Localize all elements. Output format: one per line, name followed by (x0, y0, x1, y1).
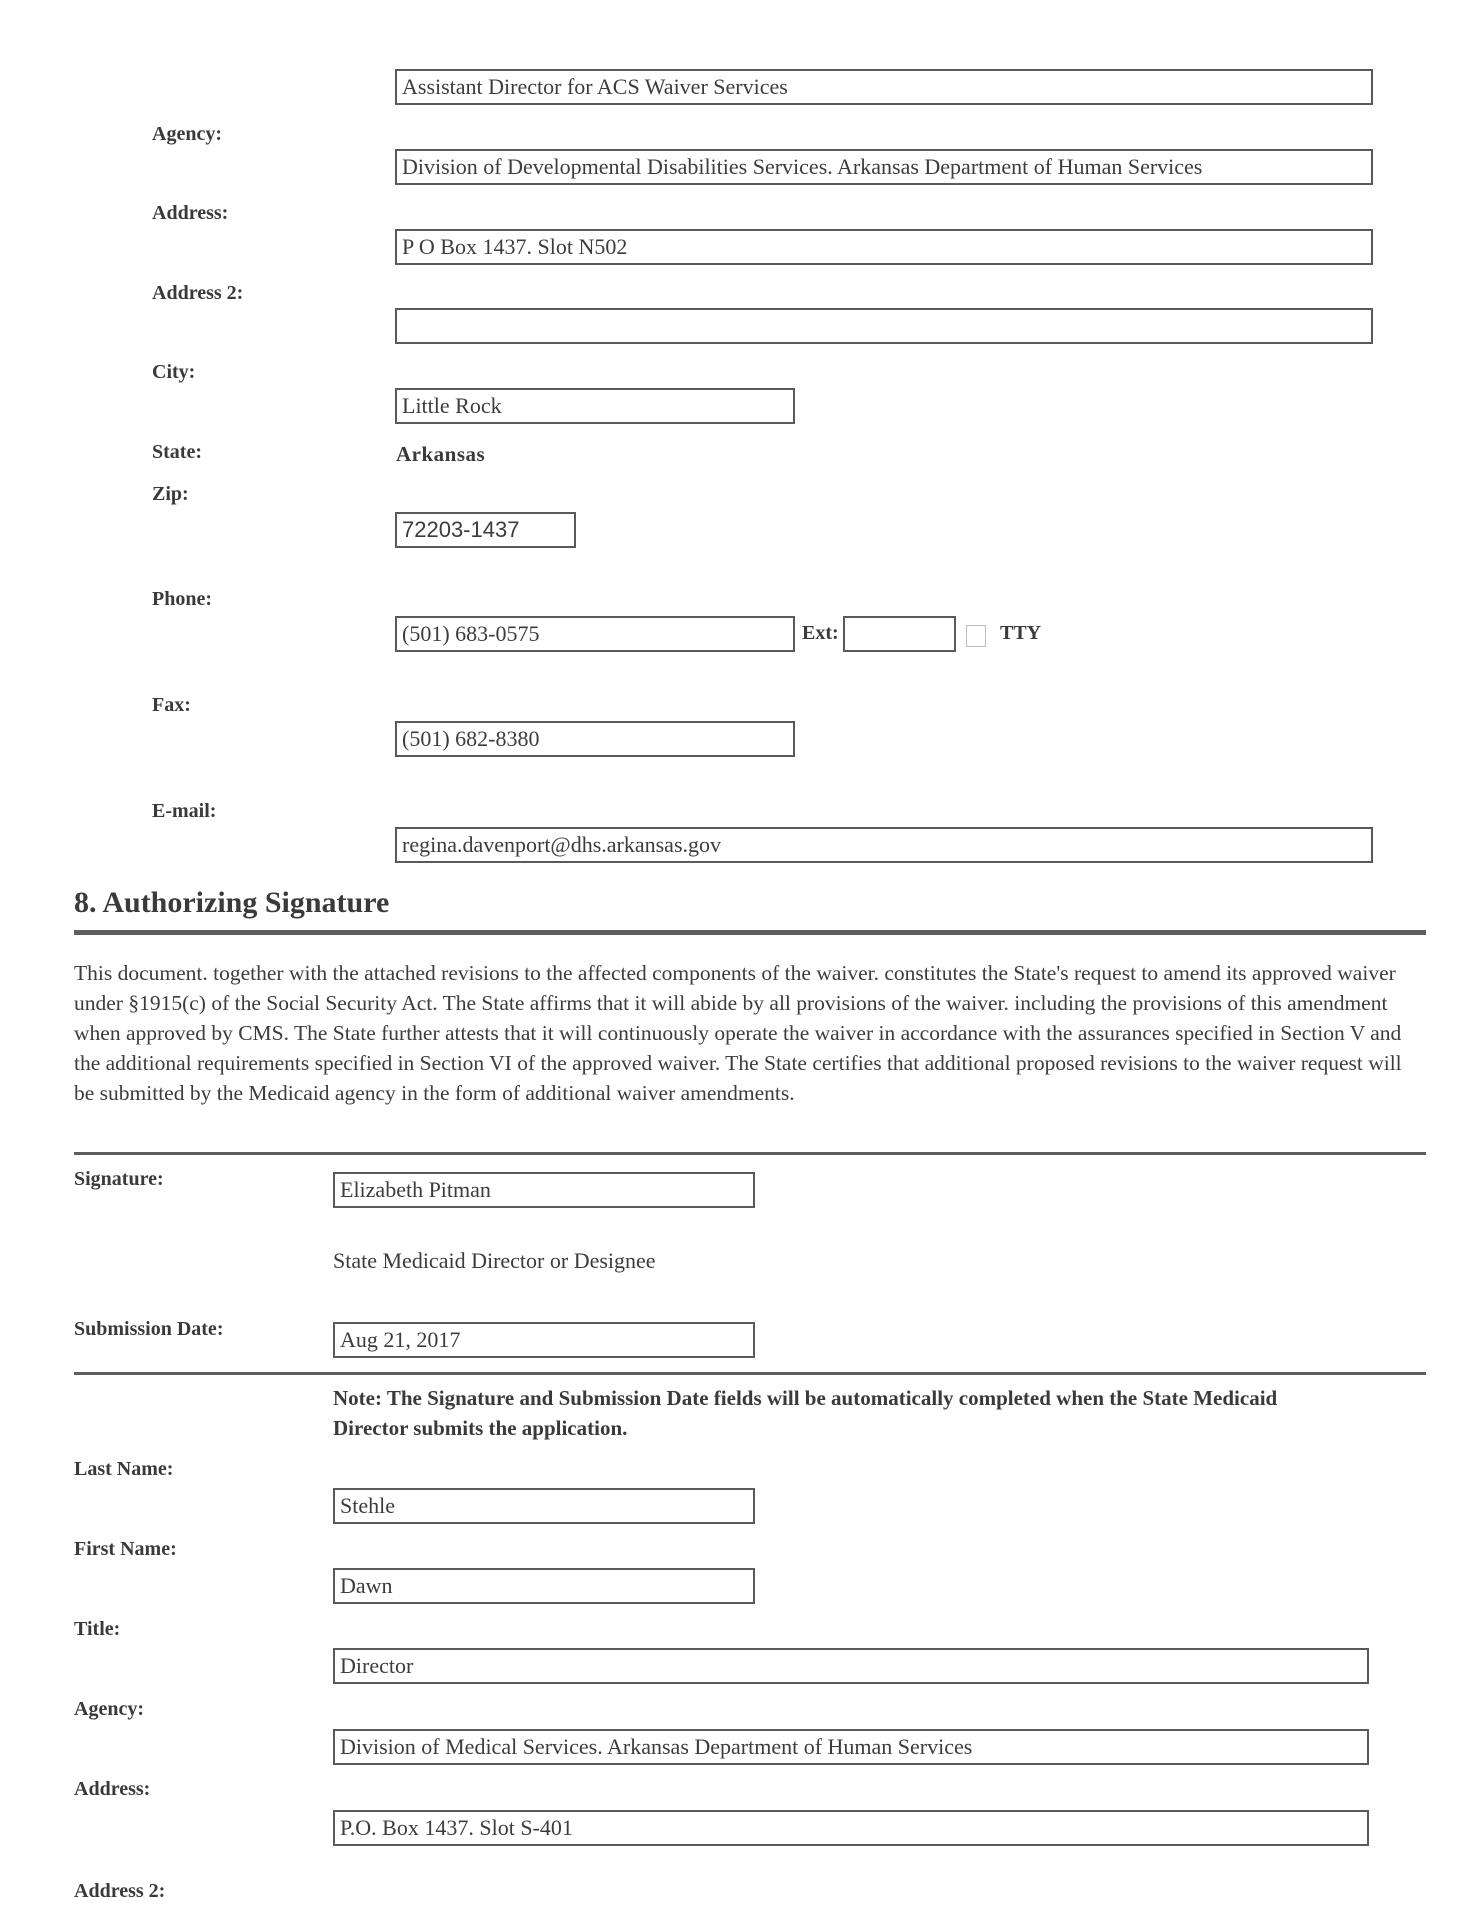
address-field[interactable]: P O Box 1437. Slot N502 (395, 229, 1373, 265)
address2-label: Address 2: (152, 282, 244, 304)
city-label: City: (152, 361, 196, 383)
ext-field[interactable] (843, 616, 956, 652)
agency-field-bottom[interactable]: Division of Medical Services. Arkansas Department of Human Services (333, 1729, 1369, 1765)
divider (74, 1152, 1426, 1155)
fax-field[interactable]: (501) 682-8380 (395, 721, 795, 757)
address-label-bottom: Address: (74, 1778, 151, 1800)
city-field[interactable]: Little Rock (395, 388, 795, 424)
authorization-paragraph: This document. together with the attached revisions to the affected components of the waiver. constitutes the State's request to amend its approved waiver under §1915(c) of the Social Security Act. The State affirms that it will abide by all provisions of the waiver. including the provisions of this amendment when approved by CMS. The State further attests that it will continuously operate the waiver in accordance with the assurances specified in Section V and the additional requirements specified in Section VI of the approved waiver. The State certifies that additional proposed revisions to the waiver request will be submitted by the Medicaid agency in the form of additional waiver amendments. (74, 961, 1402, 1105)
state-label: State: (152, 441, 202, 463)
first-name-label: First Name: (74, 1538, 177, 1560)
divider (74, 1372, 1426, 1375)
last-name-label: Last Name: (74, 1458, 174, 1480)
state-value: Arkansas (396, 442, 486, 466)
title-field[interactable]: Assistant Director for ACS Waiver Services (395, 69, 1373, 105)
signature-field[interactable]: Elizabeth Pitman (333, 1172, 755, 1208)
zip-field[interactable]: 72203-1437 (395, 512, 576, 548)
signature-caption: State Medicaid Director or Designee (333, 1248, 656, 1273)
signature-label: Signature: (74, 1168, 164, 1190)
phone-field[interactable]: (501) 683-0575 (395, 616, 795, 652)
submission-date-field[interactable]: Aug 21, 2017 (333, 1322, 755, 1358)
last-name-field[interactable]: Stehle (333, 1488, 755, 1524)
email-label: E-mail: (152, 800, 217, 822)
address2-label-bottom: Address 2: (74, 1880, 166, 1902)
submission-date-label: Submission Date: (74, 1318, 224, 1340)
address-label: Address: (152, 202, 229, 224)
agency-label: Agency: (152, 123, 222, 145)
title-label: Title: (74, 1618, 121, 1640)
zip-label: Zip: (152, 483, 189, 505)
section-heading: 8. Authorizing Signature (74, 886, 390, 919)
title-field-bottom[interactable]: Director (333, 1648, 1369, 1684)
auto-complete-note: Note: The Signature and Submission Date fields will be automatically completed when the State Medicaid Director submits the application. (333, 1386, 1278, 1440)
first-name-field[interactable]: Dawn (333, 1568, 755, 1604)
tty-label: TTY (1000, 622, 1042, 644)
agency-field[interactable]: Division of Developmental Disabilities Services. Arkansas Department of Human Services (395, 149, 1373, 185)
address2-field[interactable] (395, 308, 1373, 344)
agency-label-bottom: Agency: (74, 1698, 144, 1720)
email-field[interactable]: regina.davenport@dhs.arkansas.gov (395, 827, 1373, 863)
ext-label: Ext: (802, 622, 839, 644)
address-field-bottom[interactable]: P.O. Box 1437. Slot S-401 (333, 1810, 1369, 1846)
tty-checkbox[interactable] (966, 625, 986, 647)
phone-label: Phone: (152, 588, 212, 610)
fax-label: Fax: (152, 694, 191, 716)
heading-rule (74, 930, 1426, 935)
